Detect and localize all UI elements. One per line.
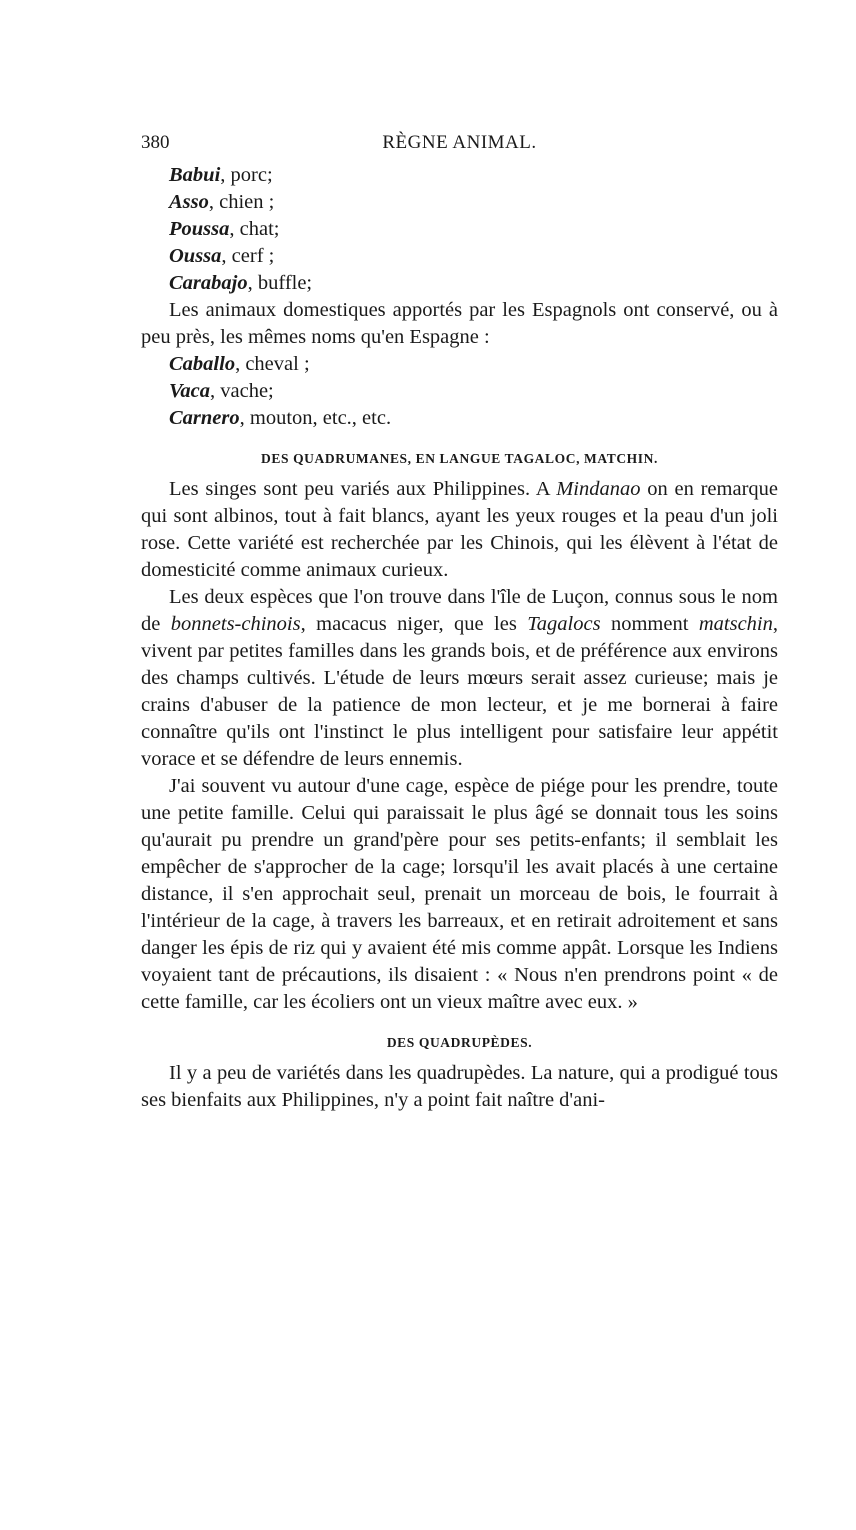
book-page: [141, 132, 778, 1114]
list-item: Caballo, cheval ;: [169, 353, 310, 375]
paragraph: Les singes sont peu variés aux Philippines. A Mindanao on en remarque qui sont albinos, tout à fait blancs, ayant les yeux rouges et la peau d'un joli rose. Cette variété est recherchée par les Chinois, qui les élèvent à l'état de domesticité comme animaux curieux.: [141, 478, 778, 581]
list-item: Vaca, vache;: [169, 380, 274, 402]
section-heading-quadrumanes: DES QUADRUMANES, EN LANGUE TAGALOC, MATCHIN.: [261, 451, 658, 466]
list-item: Poussa, chat;: [169, 218, 280, 240]
list-item: Babui, porc;: [169, 164, 273, 186]
list-item: Oussa, cerf ;: [169, 245, 275, 267]
section-heading-quadrupedes: DES QUADRUPÈDES.: [386, 1035, 533, 1050]
running-title: RÈGNE ANIMAL.: [382, 132, 537, 153]
section-quadrupedes-body: [141, 1060, 778, 1114]
vocabulary-list-spanish: [141, 351, 778, 432]
vocabulary-list-native: [141, 162, 778, 297]
page-number: 380: [141, 132, 170, 153]
paragraph: Il y a peu de variétés dans les quadrupèdes. La nature, qui a prodigué tous ses bienfaits aux Philippines, n'y a point fait naître d'ani-: [141, 1062, 778, 1111]
intro-paragraph: Les animaux domestiques apportés par les Espagnols ont conservé, ou à peu près, les mêmes noms qu'en Espagne :: [141, 299, 778, 348]
page-header: [141, 132, 778, 162]
section-quadrumanes-body: [141, 476, 778, 1016]
paragraph: Les deux espèces que l'on trouve dans l'île de Luçon, connus sous le nom de bonnets-chinois, macacus niger, que les Tagalocs nomment matschin, vivent par petites familles dans les grands bois, et de préférence aux environs des champs cultivés. L'étude de leurs mœurs serait assez curieuse; mais je crains d'abuser de la patience de mon lecteur, et je me bornerai à faire connaître qu'ils ont l'instinct le plus intelligent pour satisfaire leur appétit vorace et se défendre de leurs ennemis.: [141, 586, 778, 770]
list-item: Carnero, mouton, etc., etc.: [169, 407, 392, 429]
list-item: Carabajo, buffle;: [169, 272, 313, 294]
paragraph: J'ai souvent vu autour d'une cage, espèce de piége pour les prendre, toute une petite famille. Celui qui paraissait le plus âgé se donnait tous les soins qu'aurait pu prendre un grand'père pour ses petits-enfants; il semblait les empêcher de s'approcher de la cage; lorsqu'il les avait placés à une certaine distance, il s'en approchait seul, prenait un morceau de bois, le fourrait à l'intérieur de la cage, à travers les barreaux, et en retirait adroitement et sans danger les épis de riz qui y avaient été mis comme appât. Lorsque les Indiens voyaient tant de précautions, ils disaient : « Nous n'en prendrons point « de cette famille, car les écoliers ont un vieux maître avec eux. »: [141, 775, 778, 1013]
list-item: Asso, chien ;: [169, 191, 275, 213]
